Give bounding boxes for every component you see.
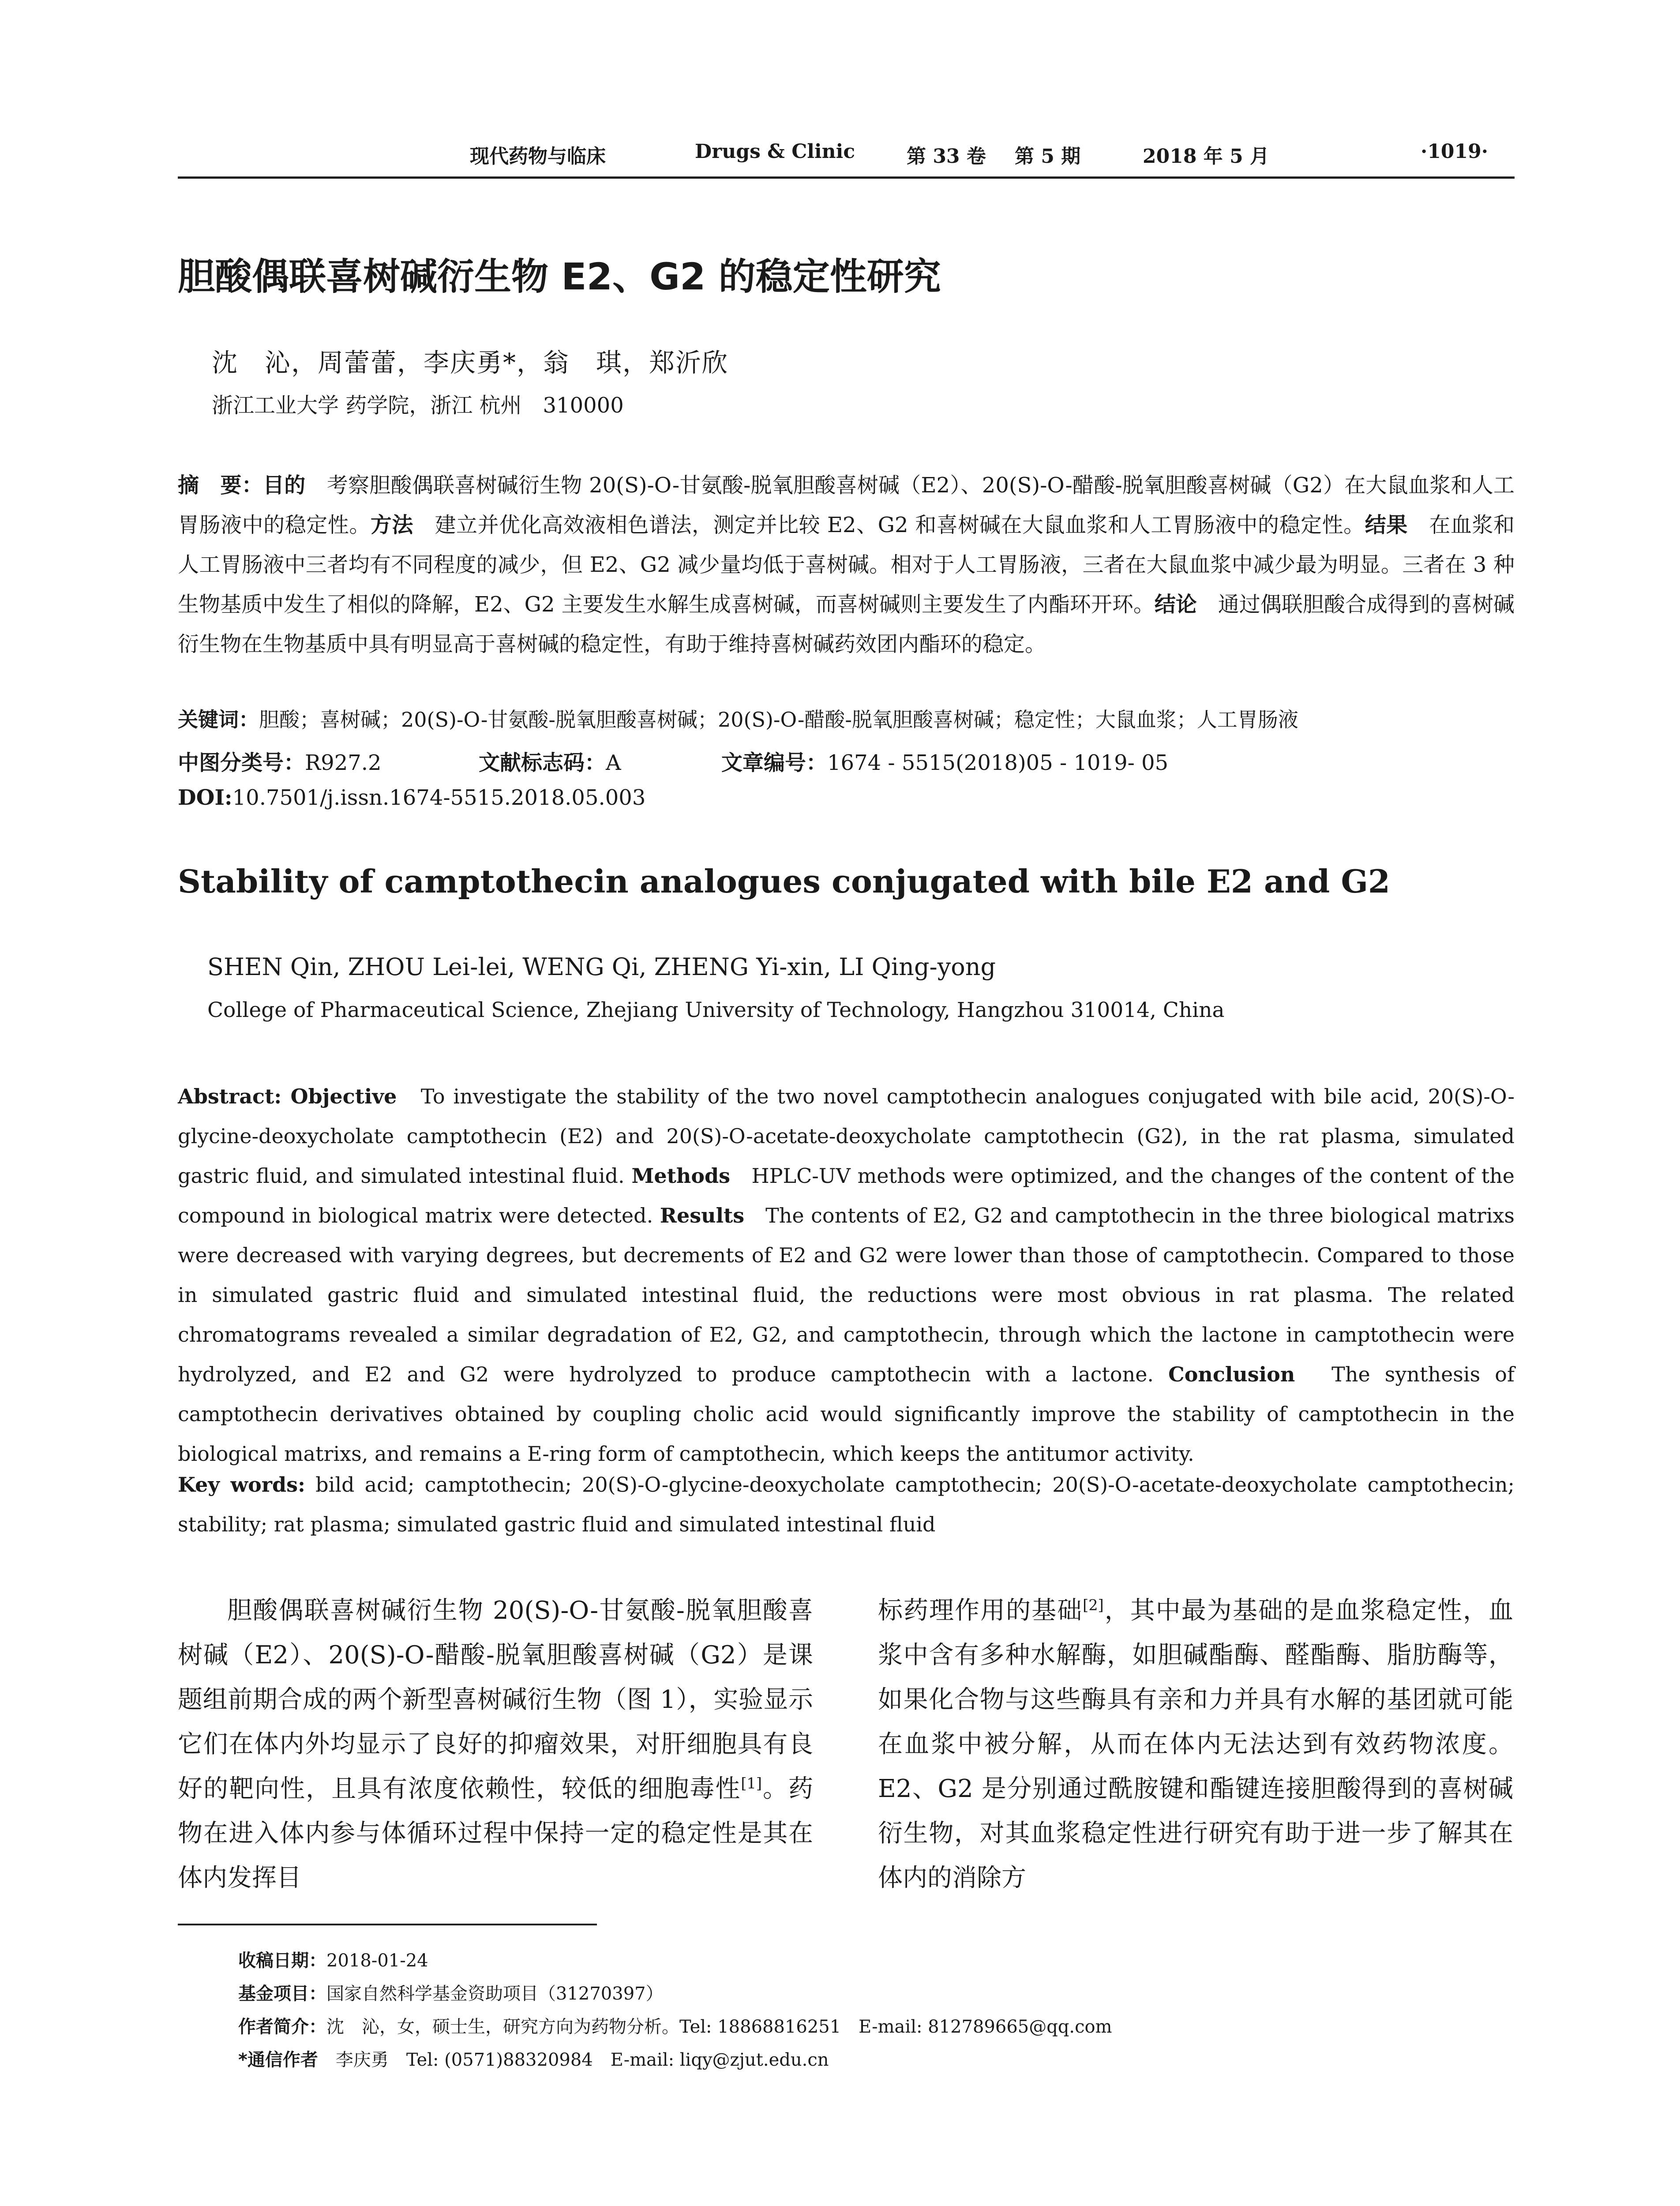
received-label: 收稿日期： [238,1951,326,1971]
clc-label: 中图分类号： [178,750,305,775]
journal-name-en: Drugs & Clinic [695,140,855,163]
results-text-cn: 在血浆和人工胃肠液中三者均有不同程度的减少，但 E2、G2 减少量均低于喜树碱。相对于人工胃肠液，三者在大鼠血浆中减少最为明显。三者在 3 种生物基质中发生了相似的降解，E2、G2 主要发生水解生成喜树碱，而喜树碱则主要发生了内酯环开环。 [178,513,1515,617]
footnote-rule [178,1924,597,1925]
keywords-label-cn: 关键词： [178,708,259,732]
author-label: 作者简介： [238,2017,326,2037]
doc-code [479,746,621,776]
keywords-text-en: bild acid; camptothecin; 20(S)-O-glycine-deoxycholate camptothecin; 20(S)-O-acetate-deoxycholate camptothecin; stability; rat plasma; simulated gastric fluid and simulated intestinal fluid [178,1473,1515,1536]
footnote-received [238,1947,428,1972]
footnote-fund [238,1980,664,2005]
issue-date: 2018 年 5 月 [1143,145,1270,168]
corresponding-label: *通信作者 [238,2050,318,2070]
objective-label-cn: 目的 [262,473,306,498]
conclusion-label-en: Conclusion [1168,1362,1295,1386]
fund-value: 国家自然科学基金资助项目（31270397） [326,1984,664,2004]
abstract-en [178,1077,1515,1474]
abstract-cn [178,465,1515,664]
doc-code-value: A [606,750,621,775]
paper-title-en: Stability of camptothecin analogues conjugated with bile E2 and G2 [178,863,1391,900]
methods-text-cn: 建立并优化高效液相色谱法，测定并比较 E2、G2 和喜树碱在大鼠血浆和人工胃肠液中的稳定性。 [435,513,1365,537]
objective-text-en: To investigate the stability of the two novel camptothecin analogues conjugated with bile acid, 20(S)-O-glycine-deoxycholate camptothecin (E2) and 20(S)-O-acetate-deoxycholate camptothecin (G2), in the rat plasma, simulated gastric fluid, and simulated intestinal fluid. [178,1084,1515,1188]
page-number: ·1019· [1421,140,1489,163]
methods-text-en: HPLC-UV methods were optimized, and the changes of the content of the compound in biological matrix were detected. [178,1164,1515,1227]
body-left-text: 胆酸偶联喜树碱衍生物 20(S)-O-甘氨酸-脱氧胆酸喜树碱（E2）、20(S)-O-醋酸-脱氧胆酸喜树碱（G2）是课题组前期合成的两个新型喜树碱衍生物（图 1），实验显示它们在体内外均显示了良好的抑瘤效果，对肝细胞具有良好的靶向性，且具有浓度依赖性，较低的细胞毒性 [178,1596,813,1803]
body-left-text-cont: 。药物在进入体内参与体循环过程中保持一定的稳定性是其在体内发挥目 [178,1775,814,1892]
doi-value: 10.7501/j.issn.1674-5515.2018.05.003 [232,785,646,810]
keywords-cn [178,704,1298,733]
body-column-right [878,1588,1513,1900]
conclusion-text-cn: 通过偶联胆酸合成得到的喜树碱衍生物在生物基质中具有明显高于喜树碱的稳定性，有助于维持喜树碱药效团内酯环的稳定。 [178,592,1515,657]
conclusion-text-en: The synthesis of camptothecin derivatives obtained by coupling cholic acid would significantly improve the stability of camptothecin in the biological matrixs, and remains a E-ring form of camptothecin, which keeps the antitumor activity. [178,1362,1515,1466]
doi-label: DOI: [178,785,232,810]
classification-line [178,746,382,776]
affiliation-en: College of Pharmaceutical Science, Zhejiang University of Technology, Hangzhou 310014, China [207,998,1225,1022]
corresponding-value: 李庆勇 Tel: (0571)88320984 E-mail: liqy@zjut.edu.cn [335,2050,829,2070]
article-number-value: 1674 - 5515(2018)05 - 1019- 05 [827,750,1169,775]
abstract-label-en: Abstract: Objective [178,1084,397,1108]
methods-label-cn: 方法 [370,513,413,537]
clc-value: R927.2 [305,750,382,775]
paper-title-cn: 胆酸偶联喜树碱衍生物 E2、G2 的稳定性研究 [178,255,941,298]
authors-cn: 沈 沁，周蕾蕾，李庆勇*，翁 琪，郑沂欣 [212,348,729,378]
results-label-cn: 结果 [1365,513,1408,537]
citation-1[interactable]: [1] [741,1775,762,1792]
body-right-text-cont: ，其中最为基础的是血浆稳定性，血浆中含有多种水解酶，如胆碱酯酶、醛酯酶、脂肪酶等，如果化合物与这些酶具有亲和力并具有水解的基团就可能在血浆中被分解，从而在体内无法达到有效药物浓度。E2、G2 是分别通过酰胺键和酯键连接胆酸得到的喜树碱衍生物，对其血浆稳定性进行研究有助于进一步了解其在体内的消除方 [878,1596,1513,1892]
received-value: 2018-01-24 [326,1951,428,1971]
footnote-corresponding [238,2046,829,2071]
conclusion-label-cn: 结论 [1154,592,1197,617]
body-right-text: 标药理作用的基础 [878,1596,1083,1625]
article-number-label: 文章编号： [721,750,828,775]
abstract-label-cn: 摘 要： [178,473,263,498]
body-column-left [178,1588,813,1900]
affiliation-cn: 浙江工业大学 药学院，浙江 杭州 310000 [212,393,624,418]
methods-label-en: Methods [631,1164,731,1188]
doi-line [178,785,645,810]
header-rule [178,176,1515,179]
keywords-label-en: Key words: [178,1473,306,1497]
footnote-author [238,2013,1112,2038]
issue: 第 5 期 [1015,145,1081,168]
journal-name-cn: 现代药物与临床 [470,145,606,168]
doc-code-label: 文献标志码： [479,750,606,775]
results-text-en: The contents of E2, G2 and camptothecin in the three biological matrixs were decreased with varying degrees, but decrements of E2 and G2 were lower than those of camptothecin. Compared to those in simulated gastric fluid and simulated intestinal fluid, the reductions were most obvious in rat plasma. The related chromatograms revealed a similar degradation of E2, G2, and camptothecin, through which the lactone in camptothecin were hydrolyzed, and E2 and G2 were hydrolyzed to produce camptothecin with a lactone. [178,1204,1515,1386]
keywords-en [178,1465,1515,1544]
volume: 第 33 卷 [907,145,986,168]
results-label-en: Results [660,1204,745,1227]
fund-label: 基金项目： [238,1984,326,2004]
keywords-text-cn: 胆酸；喜树碱；20(S)-O-甘氨酸-脱氧胆酸喜树碱；20(S)-O-醋酸-脱氧胆酸喜树碱；稳定性；大鼠血浆；人工胃肠液 [259,708,1298,732]
objective-text-cn: 考察胆酸偶联喜树碱衍生物 20(S)-O-甘氨酸-脱氧胆酸喜树碱（E2）、20(S)-O-醋酸-脱氧胆酸喜树碱（G2）在大鼠血浆和人工胃肠液中的稳定性。 [178,473,1515,537]
author-value: 沈 沁，女，硕士生，研究方向为药物分析。Tel: 18868816251 E-mail: 812789665@qq.com [326,2017,1112,2037]
citation-2[interactable]: [2] [1083,1596,1104,1614]
authors-en: SHEN Qin, ZHOU Lei-lei, WENG Qi, ZHENG Yi-xin, LI Qing-yong [207,953,996,981]
article-number [721,746,1168,776]
